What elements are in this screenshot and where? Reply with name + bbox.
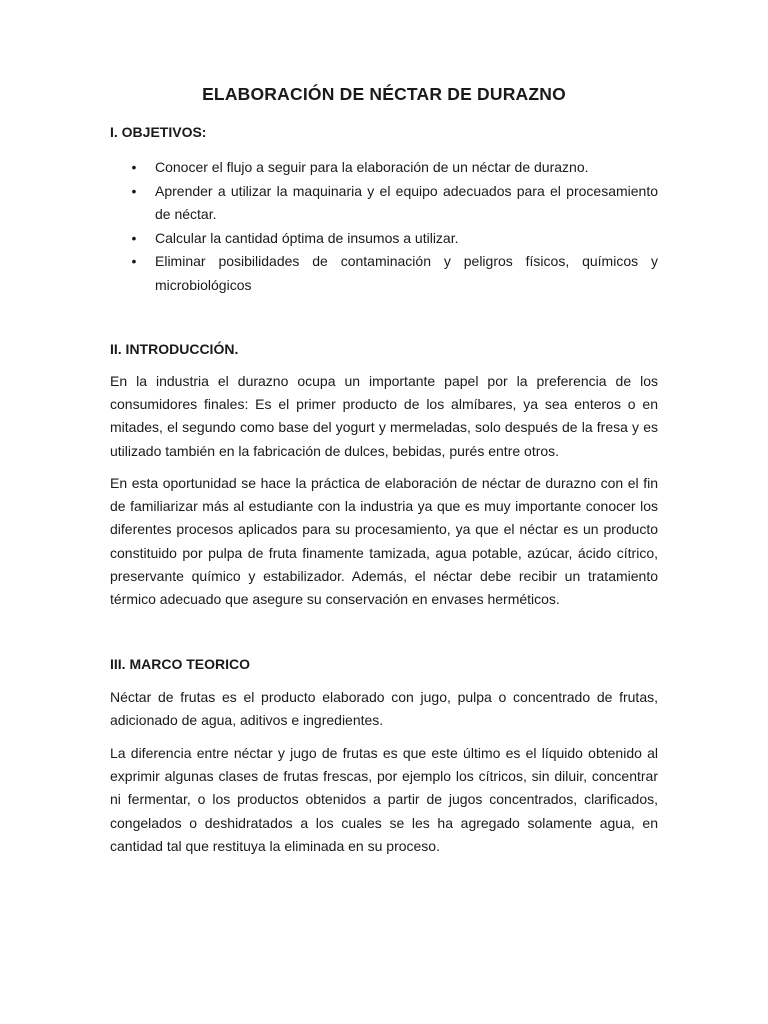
bullet-icon: • — [131, 253, 137, 269]
paragraph: Néctar de frutas es el producto elaborado con jugo, pulpa o concentrado de frutas, adicionado de agua, aditivos e ingredientes. — [110, 689, 658, 729]
list-item-text: Conocer el flujo a seguir para la elaboración de un néctar de durazno. — [155, 159, 589, 175]
list-item-text: Aprender a utilizar la maquinaria y el equipo adecuados para el procesamiento de néctar. — [155, 182, 658, 222]
paragraph: En la industria el durazno ocupa un importante papel por la preferencia de los consumidores finales: Es el primer producto de los almíbares, ya sea enteros o en mitades, el segundo como base del yogurt y mermeladas, solo después de la fresa y es utilizado también en la fabricación de dulces, bebidas, purés entre otros. — [110, 373, 658, 459]
list-item — [110, 156, 658, 180]
paragraph: En esta oportunidad se hace la práctica de elaboración de néctar de durazno con el fin de familiarizar más al estudiante con la industria ya que es muy importante conocer los diferentes procesos aplicados para su procesamiento, ya que el néctar es un producto constituido por pulpa de fruta finamente tamizada, agua potable, azúcar, ácido cítrico, preservante químico y estabilizador. Además, el néctar debe recibir un tratamiento térmico adecuado que asegure su conservación en envases herméticos. — [110, 475, 658, 608]
bullet-icon: • — [131, 182, 137, 199]
bullet-icon: • — [131, 229, 137, 246]
section-heading-marco-teorico: III. MARCO TEORICO — [110, 656, 250, 672]
list-item-text: Eliminar posibilidades de contaminación y peligros físicos, químicos y microbiológicos — [155, 253, 658, 293]
list-item — [110, 250, 658, 297]
list-item-text: Calcular la cantidad óptima de insumos a utilizar. — [155, 229, 459, 246]
bullet-icon: • — [131, 159, 137, 175]
list-item — [110, 180, 658, 227]
section-heading-objetivos: I. OBJETIVOS: — [110, 124, 207, 140]
section-heading-introduccion: II. INTRODUCCIÓN. — [110, 341, 239, 357]
objectives-list — [110, 156, 658, 297]
document-title: ELABORACIÓN DE NÉCTAR DE DURAZNO — [202, 84, 566, 104]
paragraph: La diferencia entre néctar y jugo de frutas es que este último es el líquido obtenido al exprimir algunas clases de frutas frescas, por ejemplo los cítricos, sin diluir, concentrar ni fermentar, o los productos obtenidos a partir de jugos concentrados, clarificados, congelados o deshidratados a los cuales se les ha agregado solamente agua, en cantidad tal que restituya la eliminada en su proceso. — [110, 745, 658, 854]
list-item — [110, 227, 658, 251]
